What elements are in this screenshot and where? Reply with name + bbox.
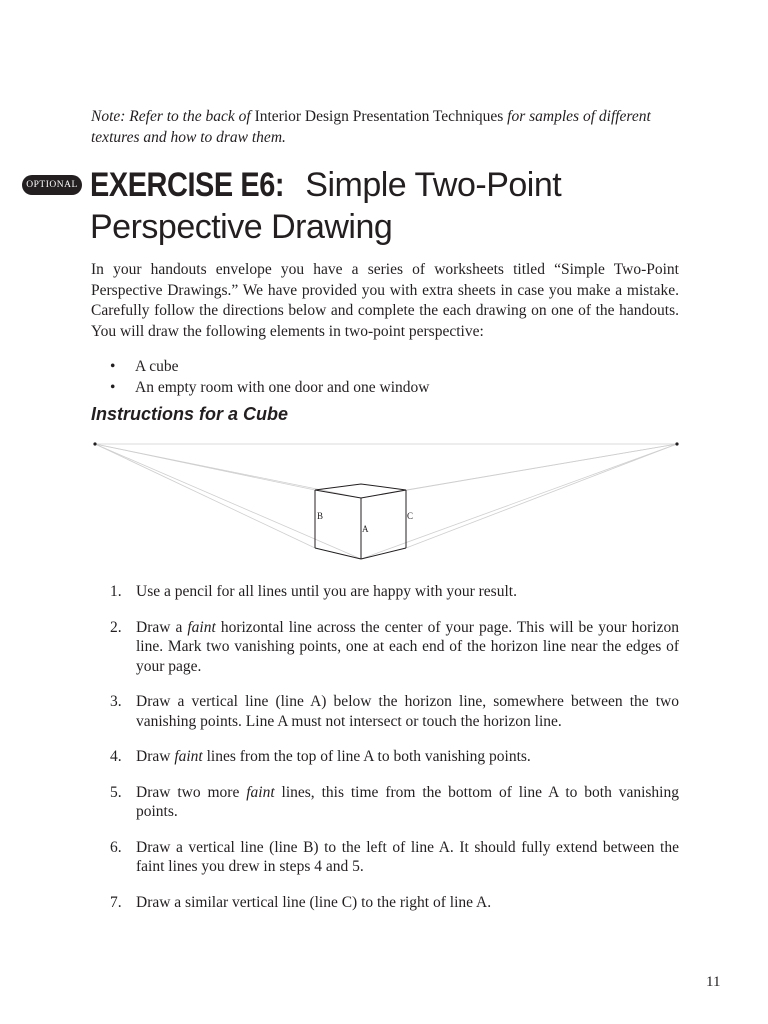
note-book-title: Interior Design Presentation Techniques: [254, 107, 504, 125]
note-prefix: Note: Refer to the back of: [91, 107, 251, 125]
list-item-text: An empty room with one door and one window: [135, 379, 430, 396]
note-suffix: for samples of different textures and how to draw them.: [91, 107, 651, 146]
step-text: [136, 619, 679, 675]
page-number: 11: [706, 974, 721, 990]
step-text-part: Draw: [136, 748, 175, 765]
emphasis-text: faint: [187, 618, 216, 636]
emphasis-text: faint: [246, 783, 275, 801]
step-text-part: lines from the top of line A to both vanishing points.: [202, 748, 531, 765]
vanishing-point-left: [93, 442, 96, 445]
step-text-part: Use a pencil for all lines until you are happy with your result.: [136, 583, 517, 600]
cube-top-face: [315, 484, 406, 498]
step-text-part: Draw two more: [136, 783, 247, 801]
step-text: [136, 894, 491, 911]
step-item: [110, 582, 679, 602]
step-number: 6.: [110, 838, 122, 856]
step-text: [136, 583, 517, 600]
vanishing-point-right: [675, 442, 678, 445]
cube-bottom-left-edge: [315, 548, 361, 559]
label-b: B: [317, 511, 324, 521]
step-item: [110, 747, 679, 767]
step-text: [136, 784, 679, 821]
cube-perspective-figure: [85, 432, 685, 562]
element-list: [110, 356, 429, 398]
label-a: A: [362, 524, 369, 534]
step-item: [110, 838, 679, 877]
step-number: 1.: [110, 583, 122, 600]
list-item: [110, 377, 429, 398]
list-item-text: A cube: [135, 358, 179, 375]
step-number: 7.: [110, 893, 122, 911]
step-text-part: Draw a vertical line (line B) to the left of line A. It should fully extend between the faint lines you drew in steps 4 and 5.: [136, 838, 679, 875]
bullet-marker: •: [110, 358, 116, 375]
list-item: [110, 356, 429, 377]
guide-line: [361, 444, 677, 498]
step-number: 4.: [110, 748, 122, 765]
step-item: [110, 692, 679, 731]
step-text-part: lines, this time from the bottom of line A to both vanishing points.: [136, 783, 679, 820]
step-item: [110, 618, 679, 677]
step-text: [136, 839, 679, 876]
exercise-heading: [90, 164, 730, 248]
emphasis-text: faint: [174, 748, 203, 765]
step-text: [136, 693, 679, 730]
step-text-part: Draw a: [136, 618, 188, 636]
exercise-label: EXERCISE E6:: [90, 166, 285, 204]
step-number: 3.: [110, 693, 122, 710]
step-text-part: horizontal line across the center of your page. This will be your horizon line. Mark two vanishing points, one at each end of the horizon line near the edges of your page.: [136, 618, 679, 675]
exercise-title: Simple Two-Point Perspective Drawing: [90, 166, 562, 246]
faint-guide-lines: [95, 444, 677, 559]
optional-badge: OPTIONAL: [22, 175, 82, 195]
cube-diagram: [85, 432, 685, 562]
guide-line: [361, 444, 677, 559]
note-text: [91, 106, 691, 148]
intro-paragraph: In your handouts envelope you have a series of worksheets titled “Simple Two-Point Perspective Drawings.” We have provided you with extra sheets in case you make a mistake. Carefully follow the directions below and complete the each drawing on one of the handouts. You will draw the following elements in two-point perspective:: [91, 261, 679, 340]
guide-line: [95, 444, 315, 548]
step-item: [110, 893, 679, 913]
step-number: 5.: [110, 783, 122, 801]
section-subheading: Instructions for a Cube: [91, 404, 289, 424]
bullet-marker: •: [110, 379, 116, 396]
step-text: [136, 748, 531, 765]
label-c: C: [407, 511, 414, 521]
instruction-steps: [110, 582, 679, 928]
step-text-part: Draw a vertical line (line A) below the horizon line, somewhere between the two vanishing points. Line A must not intersect or touch the horizon line.: [136, 693, 679, 730]
step-text-part: Draw a similar vertical line (line C) to the right of line A.: [136, 893, 492, 911]
guide-line: [406, 444, 677, 548]
step-number: 2.: [110, 618, 122, 636]
step-item: [110, 783, 679, 822]
guide-line: [95, 444, 361, 559]
cube-bottom-right-edge: [361, 548, 406, 559]
guide-line: [95, 444, 361, 498]
